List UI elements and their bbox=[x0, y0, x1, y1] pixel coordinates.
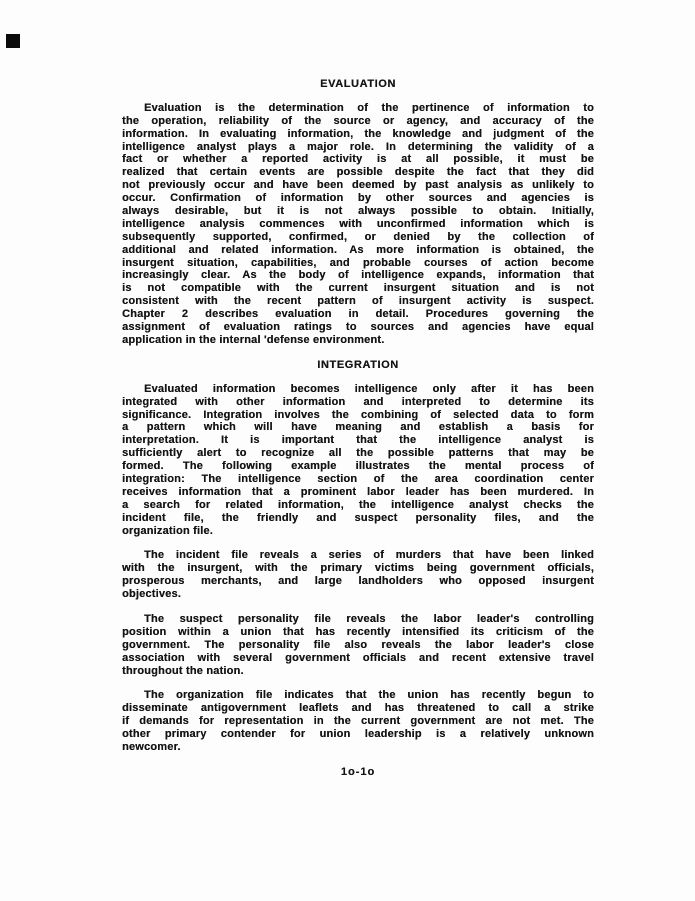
text-line: government. The personality file also reveals the labor leader's close bbox=[122, 638, 594, 651]
text-line: the operation, reliability of the source or agency, and accuracy of the bbox=[122, 114, 594, 127]
text-line: The incident file reveals a series of murders that have been linked bbox=[144, 549, 594, 562]
text-line: receives information that a prominent labor leader has been murdered. In bbox=[122, 485, 594, 498]
text-line: not previously occur and have been deemed by past analysis as unlikely to bbox=[122, 179, 594, 192]
text-line: information. In evaluating information, the knowledge and judgment of the bbox=[122, 127, 594, 140]
text-line: consistent with the recent pattern of insurgent activity is suspect. bbox=[122, 295, 594, 308]
section-evaluation bbox=[122, 78, 594, 347]
text-line: is not compatible with the current insurgent situation and is not bbox=[122, 282, 594, 295]
text-line: significance. Integration involves the combining of selected data to form bbox=[122, 408, 594, 421]
text-line: subsequently supported, confirmed, or denied by the collection of bbox=[122, 230, 594, 243]
text-line: disseminate antigovernment leaflets and has threatened to call a strike bbox=[122, 702, 594, 715]
text-line: other primary contender for union leadership is a relatively unknown bbox=[122, 728, 594, 741]
text-line: if demands for representation in the current government are not met. The bbox=[122, 715, 594, 728]
text-line: integrated with other information and interpreted to determine its bbox=[122, 395, 594, 408]
text-line: interpretation. It is important that the intelligence analyst is bbox=[122, 434, 594, 447]
text-line: position within a union that has recently intensified its criticism of the bbox=[122, 625, 594, 638]
text-line: insurgent situation, capabilities, and probable courses of action become bbox=[122, 256, 594, 269]
text-line: integration: The intelligence section of the area coordination center bbox=[122, 472, 594, 485]
text-line: a pattern which will have meaning and establish a basis for bbox=[122, 421, 594, 434]
text-line: association with several government officials and recent extensive travel bbox=[122, 651, 594, 664]
paragraph bbox=[122, 613, 594, 677]
scan-artifact-mark bbox=[6, 34, 20, 48]
page-content bbox=[122, 78, 594, 779]
text-line: newcomer. bbox=[122, 741, 181, 753]
text-line: throughout the nation. bbox=[122, 664, 244, 677]
text-line: with the insurgent, with the primary victims being government officials, bbox=[122, 562, 594, 575]
paragraph bbox=[122, 383, 594, 538]
text-line: organization file. bbox=[122, 524, 213, 537]
paragraph bbox=[122, 102, 594, 347]
text-line: incident file, the friendly and suspect personality files, and the bbox=[122, 511, 594, 524]
text-line: fact or whether a reported activity is at all possible, it must be bbox=[122, 153, 594, 166]
paragraph bbox=[122, 689, 594, 753]
text-line: occur. Confirmation of information by other sources and agencies is bbox=[122, 192, 594, 205]
section-heading-integration: INTEGRATION bbox=[317, 358, 399, 371]
paragraph bbox=[122, 549, 594, 601]
text-line: intelligence analysis commences with unconfirmed information which is bbox=[122, 217, 594, 230]
text-line: The organization file indicates that the union has recently begun to bbox=[144, 689, 594, 702]
text-line: prosperous merchants, and large landholders who opposed insurgent bbox=[122, 575, 594, 588]
text-line: application in the internal 'defense environment. bbox=[122, 333, 385, 346]
text-line: The suspect personality file reveals the labor leader's controlling bbox=[144, 612, 594, 625]
text-line: sufficiently alert to recognize all the possible patterns that may be bbox=[122, 447, 594, 460]
text-line: objectives. bbox=[122, 588, 182, 601]
text-line: a search for related information, the intelligence analyst checks the bbox=[122, 498, 594, 511]
text-line: Chapter 2 describes evaluation in detail. Procedures governing the bbox=[122, 308, 594, 321]
section-heading-evaluation: EVALUATION bbox=[320, 78, 396, 90]
text-line: realized that certain events are possible despite the fact that they did bbox=[122, 166, 594, 179]
text-line: assignment of evaluation ratings to sources and agencies have equal bbox=[122, 321, 594, 334]
section-integration bbox=[122, 359, 594, 754]
text-line: additional and related information. As more information is obtained, the bbox=[122, 243, 594, 256]
text-line: intelligence analyst plays a major role. In determining the validity of a bbox=[122, 140, 594, 153]
text-line: increasingly clear. As the body of intelligence expands, information that bbox=[122, 269, 594, 282]
page-number: 1o-1o bbox=[340, 765, 376, 778]
text-line: Evaluated information becomes intelligence only after it has been bbox=[144, 382, 594, 395]
text-line: Evaluation is the determination of the pertinence of information to bbox=[144, 101, 594, 114]
text-line: always desirable, but it is not always possible to obtain. Initially, bbox=[122, 205, 594, 218]
text-line: formed. The following example illustrates the mental process of bbox=[122, 460, 594, 473]
